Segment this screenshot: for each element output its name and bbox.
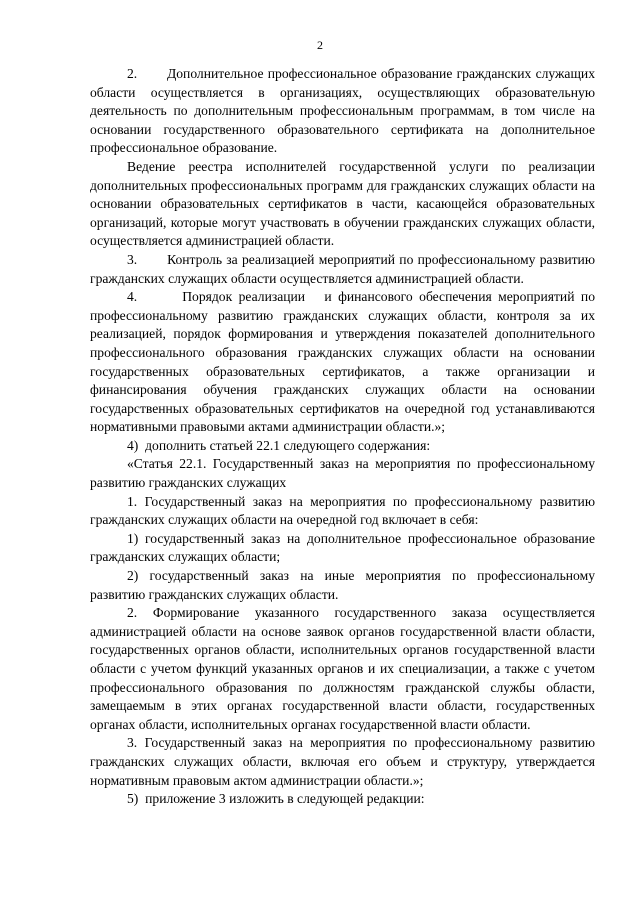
paragraph-amendment-5: 5) приложение 3 изложить в следующей редакции: <box>127 791 425 807</box>
paragraph-subitem-2: 2) государственный заказ на иные мероприятия по профессиональному развитию гражданских служащих области. <box>90 568 595 602</box>
document-body <box>90 65 595 809</box>
page-number: 2 <box>317 38 323 52</box>
paragraph-subitem-1: 1) государственный заказ на дополнительное профессиональное образование гражданских служащих области; <box>90 530 595 565</box>
paragraph-item-3-control: 3. Контроль за реализацией мероприятий по профессиональному развитию гражданских служащих области осуществляется администрацией области. <box>90 251 595 286</box>
paragraph-article-22-1-title: «Статья 22.1. Государственный заказ на мероприятия по профессиональному развитию гражданских служащих <box>90 456 595 491</box>
paragraph-article-item-3: 3. Государственный заказ на мероприятия по профессиональному развитию гражданских служащих области, включая его объем и структуру, утверждается нормативным правовым актом администрации области.»; <box>90 735 595 788</box>
paragraph-amendment-4: 4) дополнить статьей 22.1 следующего содержания: <box>127 437 431 453</box>
paragraph-article-item-1: 1. Государственный заказ на мероприятия по профессиональному развитию гражданских служащих области на очередной год включает в себя: <box>90 493 595 528</box>
paragraph-registry: Ведение реестра исполнителей государственной услуги по реализации дополнительных профессиональных программ для гражданских служащих области на основании образовательных сертификатов в части, касающейся образовательных организаций, которые могут участвовать в обучении гражданских служащих области, осуществляется администрацией области. <box>90 158 595 249</box>
paragraph-item-2-education: 2. Дополнительное профессиональное образование гражданских служащих области осуществляется в организациях, осуществляющих образовательную деятельность по дополнительным профессиональным программам, в том числе на основании государственного образовательного сертификата на дополнительное профессиональное образование. <box>90 66 595 156</box>
paragraph-item-4-procedure: 4. Порядок реализации и финансового обеспечения мероприятий по профессиональному развитию гражданских служащих области, контроля за их реализацией, порядок формирования и утверждения показателей дополнительного профессионального образования гражданских служащих области на основании государственных образовательных сертификатов, а также организации и финансирования обучения гражданских служащих области на основании государственных образовательных сертификатов на очередной год устанавливаются нормативными правовыми актами администрации области.»; <box>90 289 595 435</box>
paragraph-article-item-2: 2. Формирование указанного государственного заказа осуществляется администрацией области на основе заявок органов государственной власти области, государственных органов области, исполнительных органов государственной власти области с учетом функций указанных органов и их специализации, а также с учетом профессионального образования по должностям гражданской службы области, замещаемым в этих органах государственной власти области, государственных органах области, исполнительных органах государственной власти области. <box>90 605 595 732</box>
